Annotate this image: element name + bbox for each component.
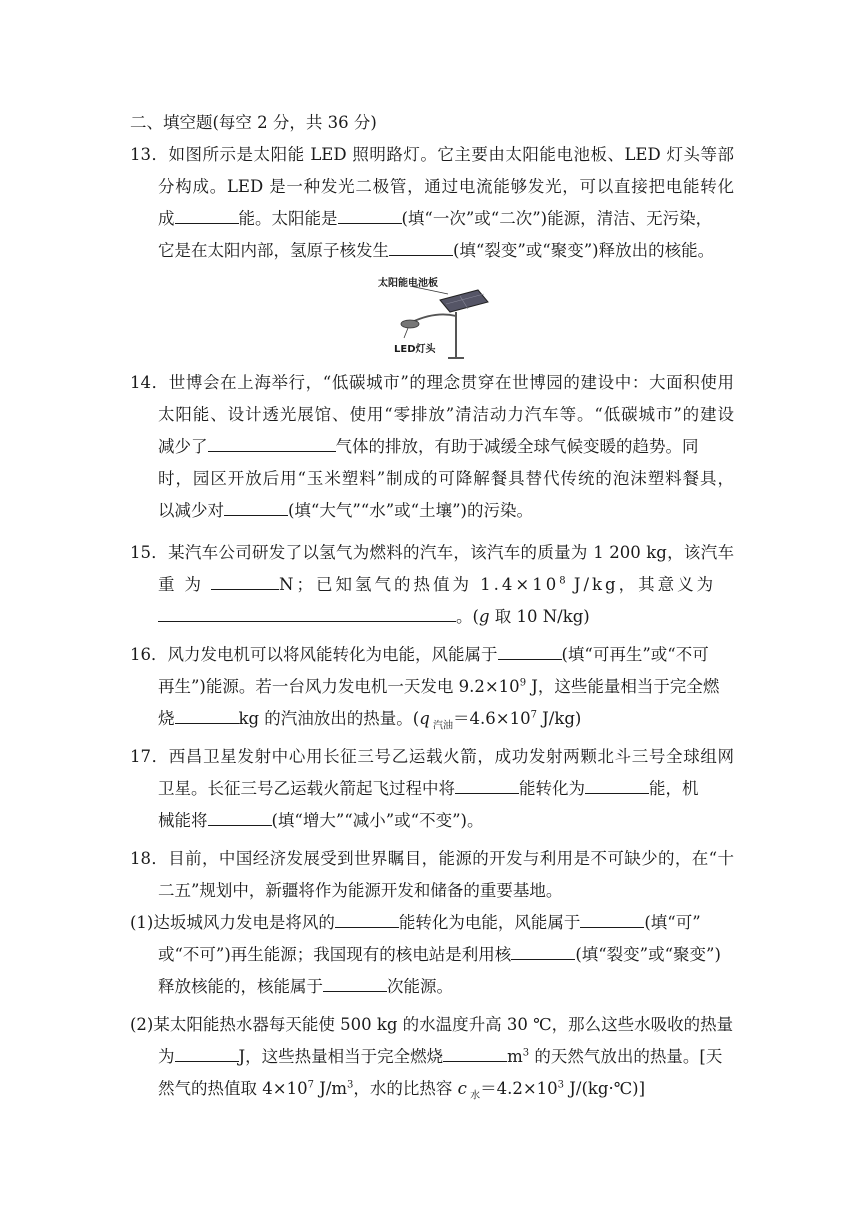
q18-text: (1)达坂城风力发电是将风的: [130, 913, 335, 932]
q16-line3: [158, 704, 581, 734]
q14-line5: [158, 496, 533, 526]
q16-text: 再生”)能源。若一台风力发电机一天发电 9.2×10: [158, 677, 520, 696]
q15-text: 重为: [158, 575, 211, 594]
answer-blank[interactable]: [389, 237, 453, 256]
solar-panel-label: 太阳能电池板: [378, 278, 438, 289]
q14-text: 减少了: [158, 437, 208, 456]
q18-text: J/m: [313, 1079, 348, 1098]
q18-text: ＝4.2×10: [480, 1079, 558, 1098]
answer-blank[interactable]: [158, 603, 456, 622]
answer-blank[interactable]: [175, 205, 239, 224]
answer-blank[interactable]: [455, 775, 519, 794]
q13-text: 能。太阳能是: [238, 209, 338, 228]
q18-text: 或“不可”)再生能源；我国现有的核电站是利用核: [158, 945, 512, 964]
symbol-g: g: [478, 607, 490, 626]
q18-part1-line1: [130, 908, 701, 938]
q18-text: m: [507, 1047, 523, 1066]
answer-blank[interactable]: [335, 909, 399, 928]
q13-text: 它是在太阳内部，氢原子核发生: [158, 241, 389, 260]
q17-text: 能转化为: [519, 779, 585, 798]
q13-line4: [158, 236, 714, 266]
q14-line3: [158, 432, 699, 462]
superscript: 3: [347, 1079, 354, 1091]
q18-text: ，水的比热容: [353, 1079, 458, 1098]
q17-text: 能，机: [649, 779, 699, 798]
answer-blank[interactable]: [580, 909, 644, 928]
q18-line2: 二五”规划中，新疆将作为能源开发和储备的重要基地。: [158, 881, 563, 900]
q18-part1-line2: [158, 940, 721, 970]
q18-text: J，这些热量相当于完全燃烧: [238, 1047, 444, 1066]
superscript: 9: [519, 677, 527, 689]
q18-text: 为: [158, 1047, 175, 1066]
q16-text: (填“可再生”或“不可: [561, 645, 709, 664]
q18-text: (填“裂变”或“聚变”): [575, 945, 721, 964]
q17-text: 械能将: [158, 811, 208, 830]
q15-line1: 15．某汽车公司研发了以氢气为燃料的汽车，该汽车的质量为 1 200 kg，该汽车: [130, 543, 734, 562]
subscript: 汽油: [429, 720, 453, 732]
q18-part2-line1: (2)某太阳能热水器每天能使 500 kg 的水温度升高 30 ℃，那么这些水吸收的热量: [130, 1015, 734, 1034]
q13-text: (填“裂变”或“聚变”)释放出的核能。: [453, 241, 715, 260]
q16-text: 烧: [158, 709, 175, 728]
answer-blank[interactable]: [443, 1043, 507, 1062]
q14-line1: 14．世博会在上海举行，“低碳城市”的理念贯穿在世博园的建设中：大面积使用: [130, 373, 734, 392]
q16-line1: [130, 640, 709, 670]
q18-text: 次能源。: [387, 977, 453, 996]
answer-blank[interactable]: [224, 497, 288, 516]
q15-text: N；已知氢气的热值为 1.4×10: [279, 575, 560, 594]
superscript: 7: [307, 1079, 314, 1091]
q15-text: J/kg，其意义为: [565, 575, 717, 594]
q18-part2-line2: [158, 1042, 722, 1072]
superscript: 8: [559, 575, 566, 587]
q18-text: 能转化为电能，风能属于: [398, 913, 581, 932]
q14-text: 以减少对: [158, 501, 224, 520]
q15-text: 取 10 N/kg): [489, 607, 590, 626]
q16-text: kg 的汽油放出的热量。(: [238, 709, 420, 728]
q14-text: 气体的排放，有助于减缓全球气候变暖的趋势。同: [335, 437, 699, 456]
superscript: 3: [557, 1079, 565, 1091]
q18-text: J/(kg·℃)]: [564, 1079, 646, 1098]
q18-text: 然气的热值取 4×10: [158, 1079, 308, 1098]
q15-line2: [158, 570, 734, 600]
symbol-c: c: [457, 1079, 467, 1098]
q14-line2: 太阳能、设计透光展馆、使用“零排放”清洁动力汽车等。“低碳城市”的建设: [158, 405, 734, 424]
q17-line3: [158, 806, 484, 836]
q17-line1: 17．西昌卫星发射中心用长征三号乙运载火箭，成功发射两颗北斗三号全球组网: [130, 747, 734, 766]
q13-line2: 分构成。LED 是一种发光二极管，通过电流能够发光，可以直接把电能转化: [158, 177, 734, 196]
q13-line1: 13．如图所示是太阳能 LED 照明路灯。它主要由太阳能电池板、LED 灯头等部: [130, 145, 734, 164]
q14-text: (填“大气”“水”或“土壤”)的污染。: [288, 501, 533, 520]
q17-line2: [158, 774, 699, 804]
q18-line1: 18．目前，中国经济发展受到世界瞩目，能源的开发与利用是不可缺少的，在“十: [130, 849, 734, 868]
q17-text: (填“增大”“减小”或“不变”)。: [271, 811, 484, 830]
answer-blank[interactable]: [175, 705, 239, 724]
street-lamp-drawing: [370, 272, 490, 362]
q17-text: 卫星。长征三号乙运载火箭起飞过程中将: [158, 779, 455, 798]
q18-part2-line3: [158, 1074, 645, 1104]
answer-blank[interactable]: [208, 807, 272, 826]
answer-blank[interactable]: [511, 941, 575, 960]
q15-line3: [158, 602, 590, 632]
q14-line4: 时，园区开放后用“玉米塑料”制成的可降解餐具替代传统的泡沫塑料餐具，: [158, 469, 734, 488]
answer-blank[interactable]: [208, 433, 336, 452]
q16-line2: [158, 672, 719, 702]
answer-blank[interactable]: [175, 1043, 239, 1062]
solar-street-lamp-figure: [370, 272, 490, 362]
q15-text: 。(: [456, 607, 479, 626]
led-head-label: LED灯头: [394, 344, 436, 355]
q13-text: 成: [158, 209, 175, 228]
superscript: 7: [530, 709, 537, 721]
answer-blank[interactable]: [211, 571, 279, 590]
q18-text: 的天然气放出的热量。[天: [529, 1047, 723, 1066]
q16-text: J，这些能量相当于完全燃: [526, 677, 720, 696]
answer-blank[interactable]: [338, 205, 402, 224]
q16-text: J/kg): [536, 709, 582, 728]
superscript: 3: [522, 1047, 530, 1059]
q13-line3: [158, 204, 712, 234]
symbol-q: q: [419, 709, 430, 728]
section-title: 二、填空题(每空 2 分，共 36 分): [130, 113, 377, 132]
q13-text: (填“一次”或“二次”)能源，清洁、无污染，: [401, 209, 713, 228]
q16-text: ＝4.6×10: [453, 709, 531, 728]
q16-text: 16．风力发电机可以将风能转化为电能，风能属于: [130, 645, 498, 664]
subscript: 水: [466, 1090, 481, 1102]
answer-blank[interactable]: [498, 641, 562, 660]
q18-part1-line3: [158, 972, 453, 1002]
answer-blank[interactable]: [323, 973, 387, 992]
answer-blank[interactable]: [585, 775, 649, 794]
q18-text: 释放核能的，核能属于: [158, 977, 323, 996]
q18-text: (填“可”: [644, 913, 701, 932]
